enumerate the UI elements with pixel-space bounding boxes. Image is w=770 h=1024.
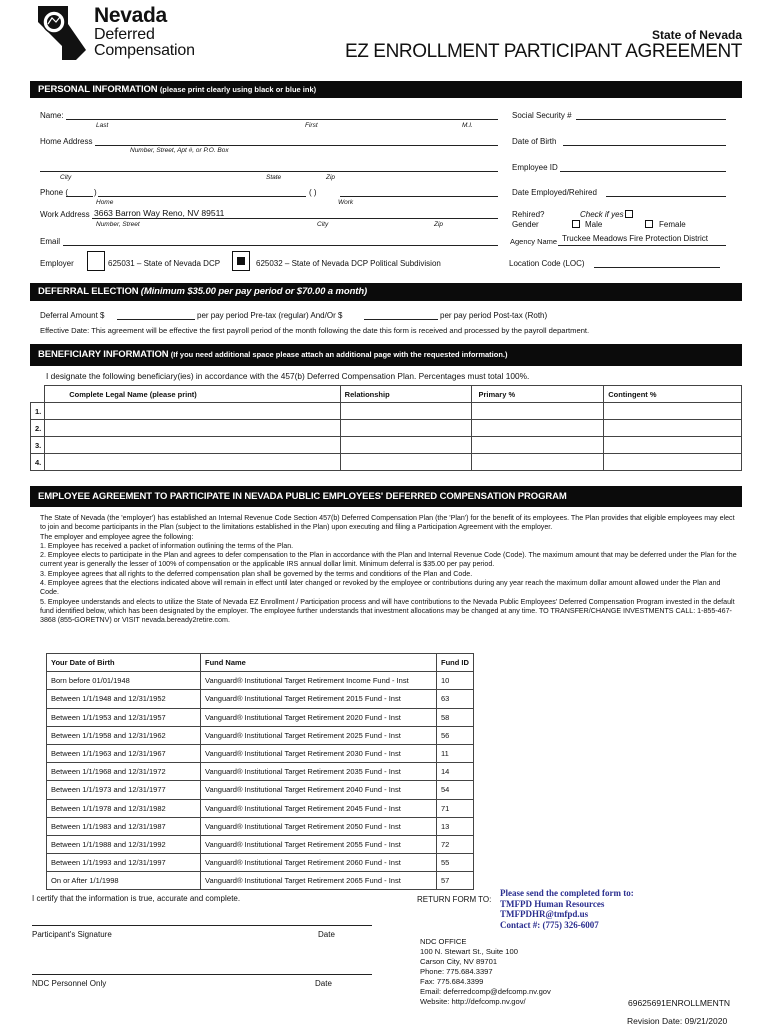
- agreement-header: EMPLOYEE AGREEMENT TO PARTICIPATE IN NEVADA PUBLIC EMPLOYEES' DEFERRED COMPENSATION PROGRAM: [30, 486, 742, 507]
- email-field[interactable]: [63, 245, 498, 246]
- home-address-field[interactable]: [95, 145, 498, 146]
- female-checkbox[interactable]: [645, 220, 653, 228]
- dob-field[interactable]: [563, 145, 726, 146]
- dob-label: Date of Birth: [512, 137, 557, 146]
- logo: [32, 2, 222, 62]
- beneficiary-3-name[interactable]: [45, 437, 340, 454]
- state-label: State of Nevada: [651, 28, 742, 42]
- table-row: Between 1/1/1948 and 12/31/1952 Vanguard® Institutional Target Retirement 2015 Fund - Inst 63: [47, 690, 474, 708]
- male-checkbox[interactable]: [572, 220, 580, 228]
- certify-text: I certify that the information is true, accurate and complete.: [32, 894, 241, 903]
- send-form-instructions: Please send the completed form to: TMFPD Human Resources TMFPDHR@tmfpd.us Contact #: (775) 326-6007: [500, 888, 634, 930]
- table-row: Between 1/1/1983 and 12/31/1987 Vanguard® Institutional Target Retirement 2050 Fund - Inst 13: [47, 817, 474, 835]
- city-state-zip-field[interactable]: [40, 171, 498, 172]
- employer-option-1-label: 625031 – State of Nevada DCP: [108, 259, 221, 268]
- rehired-checkbox[interactable]: [625, 210, 633, 218]
- table-row: Between 1/1/1968 and 12/31/1972 Vanguard® Institutional Target Retirement 2035 Fund - Inst 14: [47, 763, 474, 781]
- table-row: 1.: [31, 403, 742, 420]
- ndc-personnel-label: NDC Personnel Only: [32, 979, 107, 988]
- table-row: Between 1/1/1978 and 12/31/1982 Vanguard® Institutional Target Retirement 2045 Fund - Inst 71: [47, 799, 474, 817]
- return-form-label: RETURN FORM TO:: [417, 895, 492, 904]
- revision-date: Revision Date: 09/21/2020: [627, 1016, 728, 1024]
- beneficiary-header: BENEFICIARY INFORMATION (If you need additional space please attach an additional page with the requested information.): [30, 344, 742, 366]
- work-address-label: Work Address: [40, 210, 90, 219]
- table-row: 4.: [31, 454, 742, 471]
- table-row: 3.: [31, 437, 742, 454]
- logo-text-compensation: Compensation: [94, 42, 195, 59]
- logo-text-deferred: Deferred: [94, 26, 155, 43]
- name-field[interactable]: [66, 119, 498, 120]
- employer-option-2-label: 625032 – State of Nevada DCP Political Subdivision: [256, 259, 441, 268]
- home-address-label: Home Address: [40, 137, 93, 146]
- employer-label: Employer: [40, 259, 74, 268]
- default-fund-table: [46, 653, 474, 890]
- posttax-amount-field[interactable]: [364, 319, 438, 320]
- gender-label: Gender: [512, 220, 539, 229]
- table-row: Between 1/1/1993 and 12/31/1997 Vanguard® Institutional Target Retirement 2060 Fund - Inst 55: [47, 854, 474, 872]
- fund-table-body: [47, 672, 474, 890]
- employee-id-field[interactable]: [560, 171, 726, 172]
- ndc-office-address: NDC OFFICE 100 N. Stewart St., Suite 100 Carson City, NV 89701 Phone: 775.684.3397 Fax: 775.684.3399 Email: deferredcomp@defcomp.nv.gov Website: http://defcomp.nv.gov/: [420, 937, 551, 1006]
- work-address-value[interactable]: 3663 Barron Way Reno, NV 89511: [94, 208, 225, 218]
- work-phone-field[interactable]: [340, 196, 498, 197]
- agency-name-label: Agency Name: [510, 237, 558, 246]
- beneficiary-2-name[interactable]: [45, 420, 340, 437]
- location-code-field[interactable]: [594, 267, 720, 268]
- deferral-election-header: DEFERRAL ELECTION (Minimum $35.00 per pay period or $70.00 a month): [30, 283, 742, 301]
- date-employed-label: Date Employed/Rehired: [512, 188, 597, 197]
- table-row: Between 1/1/1953 and 12/31/1957 Vanguard® Institutional Target Retirement 2020 Fund - Inst 58: [47, 708, 474, 726]
- logo-text-nevada: Nevada: [94, 4, 167, 27]
- participant-signature-field[interactable]: [32, 925, 372, 926]
- table-row: 2.: [31, 420, 742, 437]
- ndc-signature-field[interactable]: [32, 974, 372, 975]
- fund-header-row: Your Date of Birth Fund Name Fund ID: [47, 654, 474, 672]
- home-phone-area[interactable]: [66, 196, 93, 197]
- beneficiary-table: [30, 385, 742, 471]
- table-row: Between 1/1/1973 and 12/31/1977 Vanguard® Institutional Target Retirement 2040 Fund - Inst 54: [47, 781, 474, 799]
- agreement-text: The State of Nevada (the 'employer') has established an Internal Revenue Code Section 457(b) Deferred Compensation Plan (the 'Plan') for the benefit of its employees. The Plan provides that eligible employees may elect to join and become participants in the Plan (subject to the limitations established in the Plan) upon executing and filing a Participation Agreement with the employer. The employer and employee agree the following: 1. Employee has received a packet of information outlining the terms of the Plan. 2. Employee elects to participate in the Plan and agrees to defer compensation to the Plan in accordance with the Plan and Internal Revenue Code (Code). The maximum amount that may be deferred under the Plan for the current year is generally the lesser of 100% of compensation or the applicable IRS annual dollar limit. Minimum deferral is $35.00 per pay period. 3. Employee agrees that all rights to the deferred compensation plan shall be governed by the terms and conditions of the Plan and Code. 4. Employee agrees that the elections indicated above will remain in effect until later changed or revoked by the employee or contributions during any year reach the maximum dollar amount allowed under the Plan and Code. 5. Employee understands and elects to utilize the State of Nevada EZ Enrollment / Participation process and will have contributions to the Nevada Public Employees' Deferred Compensation Program invested in the default fund identified below, which has been designated by the employer. The employee further understands that investment allocations may be changed at any time. TO TRANSFER/CHANGE INVESTMENTS CALL: 1-855-467-3868 (855-GORETNV) or VISIT nevada.beready2retire.com.: [40, 514, 737, 625]
- ssn-field[interactable]: [576, 119, 726, 120]
- table-row: On or After 1/1/1998 Vanguard® Institutional Target Retirement 2065 Fund - Inst 57: [47, 872, 474, 890]
- table-row: Between 1/1/1958 and 12/31/1962 Vanguard® Institutional Target Retirement 2025 Fund - Inst 56: [47, 726, 474, 744]
- agency-name-field: [558, 245, 726, 246]
- form-code: 69625691ENROLLMENTN: [628, 998, 731, 1008]
- location-code-label: Location Code (LOC): [509, 259, 585, 268]
- employer-option-1-checkbox[interactable]: [87, 251, 105, 271]
- name-label: Name:: [40, 111, 64, 120]
- email-label: Email: [40, 237, 61, 246]
- pretax-amount-field[interactable]: [117, 319, 195, 320]
- table-row: Between 1/1/1988 and 12/31/1992 Vanguard® Institutional Target Retirement 2055 Fund - Inst 72: [47, 835, 474, 853]
- beneficiary-header-row: Complete Legal Name (please print) Relationship Primary % Contingent %: [31, 386, 742, 403]
- phone-label: Phone (: [40, 188, 69, 197]
- rehired-label: Rehired?: [512, 210, 545, 219]
- work-address-field: [92, 218, 498, 219]
- ssn-label: Social Security #: [512, 111, 572, 120]
- table-row: Between 1/1/1963 and 12/31/1967 Vanguard® Institutional Target Retirement 2030 Fund - Inst 11: [47, 744, 474, 762]
- date-employed-field[interactable]: [606, 196, 726, 197]
- agency-name-value[interactable]: Truckee Meadows Fire Protection District: [562, 234, 708, 243]
- home-phone-field[interactable]: [98, 196, 306, 197]
- beneficiary-1-name[interactable]: [45, 403, 340, 420]
- participant-signature-label: Participant's Signature: [32, 930, 112, 939]
- employer-option-2-checkbox[interactable]: [232, 251, 250, 271]
- page-title: EZ ENROLLMENT PARTICIPANT AGREEMENT: [344, 41, 742, 62]
- table-row: Born before 01/01/1948 Vanguard® Institutional Target Retirement Income Fund - Inst 10: [47, 672, 474, 690]
- beneficiary-intro: I designate the following beneficiary(ies) in accordance with the 457(b) Deferred Compensation Plan. Percentages must total 100%.: [46, 371, 530, 381]
- personal-info-header: PERSONAL INFORMATION (please print clearly using black or blue ink): [30, 81, 742, 98]
- employee-id-label: Employee ID: [512, 163, 558, 172]
- nevada-seal-icon: [32, 2, 92, 62]
- effective-date-text: Effective Date: This agreement will be effective the first payroll period of the month following the date this form is received and processed by the payroll department.: [40, 326, 590, 335]
- beneficiary-4-name[interactable]: [45, 454, 340, 471]
